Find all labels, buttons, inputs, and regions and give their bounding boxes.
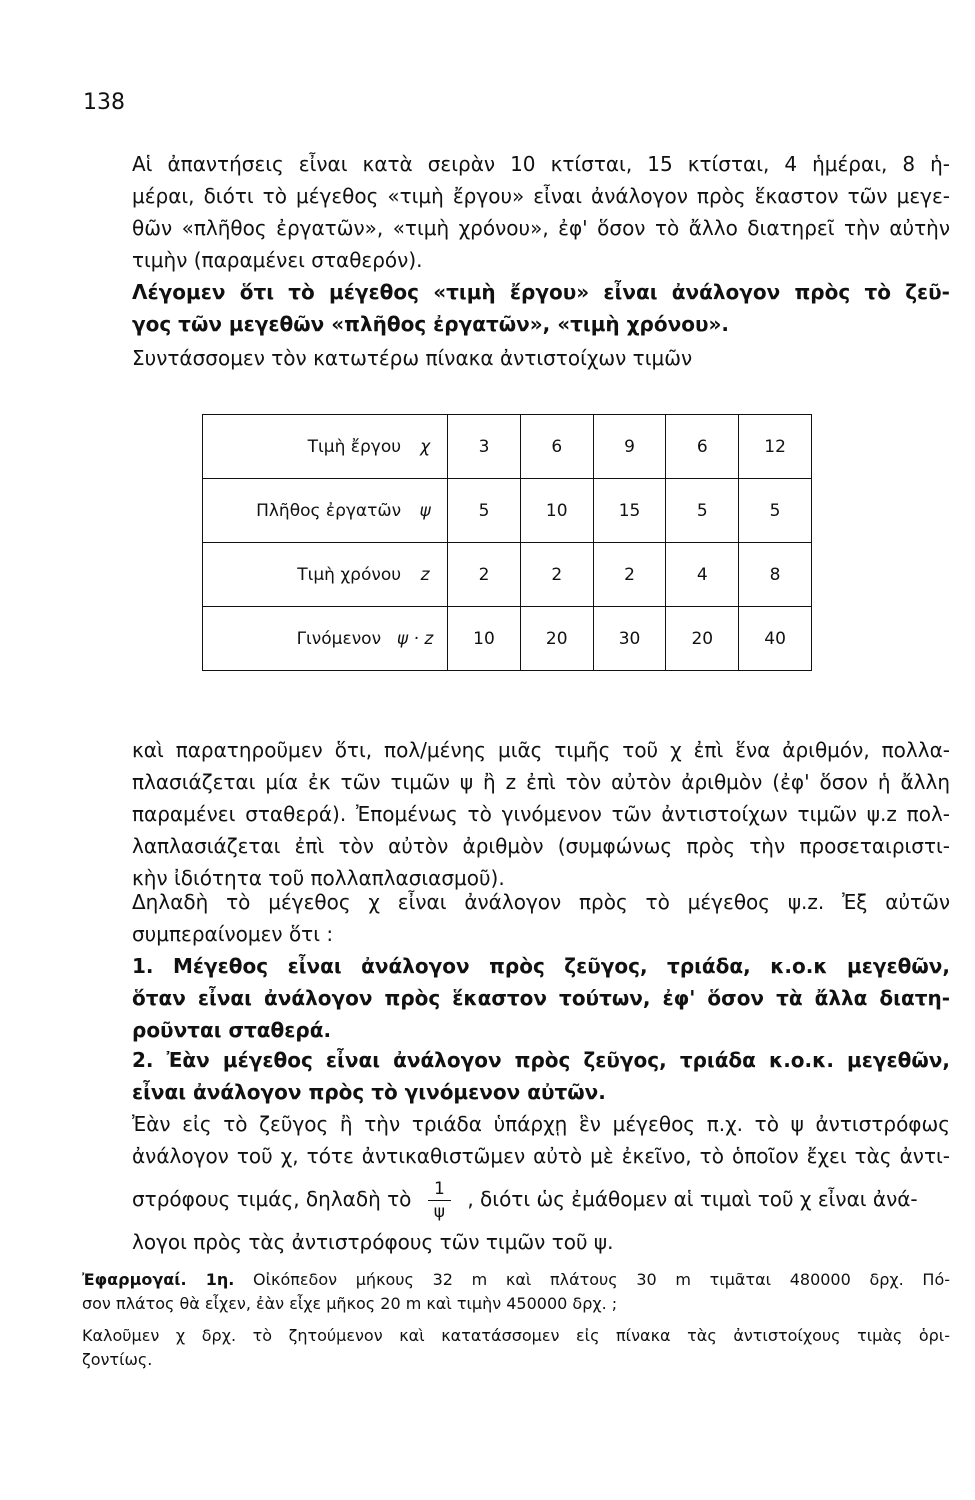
- text-line: λαπλασιάζεται ἐπὶ τὸν αὐτὸν ἀριθμὸν (συμφώνως πρὸς τὴν προσεταιριστι-: [132, 834, 950, 858]
- text-line: μέραι, διότι τὸ μέγεθος «τιμὴ ἔργου» εἶναι ἀνάλογον πρὸς ἕκαστον τῶν μεγε-: [132, 184, 950, 208]
- row-symbol: ψ · z: [396, 628, 434, 649]
- rule-1: [132, 950, 950, 1046]
- text-line: 2. Ἐὰν μέγεθος εἶναι ἀνάλογον πρὸς ζεῦγος, τριάδα κ.ο.κ. μεγεθῶν,: [132, 1048, 950, 1072]
- page-number: 138: [83, 90, 125, 115]
- statement-paragraph: [132, 276, 950, 340]
- fraction-line: [132, 1172, 950, 1226]
- text-line: λογοι πρὸς τὰς ἀντιστρόφους τῶν τιμῶν τοῦ ψ.: [132, 1230, 614, 1254]
- table-cell: 40: [739, 607, 812, 671]
- row-label: Γινόμενον: [296, 628, 382, 649]
- text-line: σον πλάτος θὰ εἶχεν, ἐὰν εἶχε μῆκος 20 m καὶ τιμὴν 450000 δρχ. ;: [82, 1294, 618, 1313]
- intro-paragraph: [132, 148, 950, 276]
- text-span: Οἰκόπεδον μήκους 32 m καὶ πλάτους 30 m τιμᾶται 480000 δρχ. Πό-: [253, 1270, 951, 1289]
- text-line: ζοντίως.: [82, 1350, 153, 1369]
- row-label-cell: [203, 543, 448, 607]
- table-cell: 3: [448, 415, 521, 479]
- table-intro: [132, 342, 950, 374]
- row-symbol: χ: [420, 436, 431, 457]
- row-label-cell: [203, 479, 448, 543]
- text-line: Αἱ ἀπαντήσεις εἶναι κατὰ σειρὰν 10 κτίσται, 15 κτίσται, 4 ἡμέραι, 8 ἡ-: [132, 152, 950, 176]
- table-cell: 4: [666, 543, 739, 607]
- table-cell: 6: [520, 415, 593, 479]
- row-symbol: z: [420, 564, 430, 585]
- text-line: ἀνάλογον τοῦ χ, τότε ἀντικαθιστῶμεν αὐτὸ μὲ ἐκεῖνο, τὸ ὁποῖον ἔχει τὰς ἀντι-: [132, 1144, 950, 1168]
- row-symbol: ψ: [419, 500, 431, 521]
- text-line: Συντάσσομεν τὸν κατωτέρω πίνακα ἀντιστοίχων τιμῶν: [132, 346, 693, 370]
- table-cell: 20: [666, 607, 739, 671]
- text-line: γος τῶν μεγεθῶν «πλῆθος ἐργατῶν», «τιμὴ χρόνου».: [132, 312, 729, 336]
- text-line: κὴν ἰδιότητα τοῦ πολλαπλασιασμοῦ).: [132, 866, 505, 890]
- text-line: 1. Μέγεθος εἶναι ἀνάλογον πρὸς ζεῦγος, τριάδα, κ.ο.κ μεγεθῶν,: [132, 954, 950, 978]
- table-cell: 10: [448, 607, 521, 671]
- table-cell: 8: [739, 543, 812, 607]
- table-cell: 10: [520, 479, 593, 543]
- table-cell: 2: [593, 543, 666, 607]
- applications: [82, 1268, 950, 1372]
- table-cell: 12: [739, 415, 812, 479]
- row-label: Πλῆθος ἐργατῶν: [256, 500, 402, 521]
- table-cell: 5: [666, 479, 739, 543]
- table-cell: 2: [448, 543, 521, 607]
- table-cell: 5: [739, 479, 812, 543]
- rule-2: [132, 1044, 950, 1108]
- row-label: Τιμὴ ἔργου: [307, 436, 402, 457]
- table-row: [203, 415, 812, 479]
- row-label-cell: [203, 607, 448, 671]
- applications-heading: Ἐφαρμογαί. 1η.: [82, 1270, 235, 1289]
- observation-paragraph: [132, 734, 950, 894]
- text-line: [82, 1268, 950, 1292]
- conclusion-paragraph: [132, 886, 950, 950]
- text-line: καὶ παρατηροῦμεν ὅτι, πολ/μένης μιᾶς τιμῆς τοῦ χ ἐπὶ ἕνα ἀριθμόν, πολλα-: [132, 738, 950, 762]
- table-row: [203, 543, 812, 607]
- text-line: ροῦνται σταθερά.: [132, 1018, 332, 1042]
- row-label-cell: [203, 415, 448, 479]
- text-line: Λέγομεν ὅτι τὸ μέγεθος «τιμὴ ἔργου» εἶναι ἀνάλογον πρὸς τὸ ζεῦ-: [132, 280, 950, 304]
- text-line: θῶν «πλῆθος ἐργατῶν», «τιμὴ χρόνου», ἐφ' ὅσον τὸ ἄλλο διατηρεῖ τὴν αὐτὴν: [132, 216, 950, 240]
- text-line: συμπεραίνομεν ὅτι :: [132, 922, 334, 946]
- table-cell: 9: [593, 415, 666, 479]
- table-cell: 2: [520, 543, 593, 607]
- table-row: [203, 607, 812, 671]
- row-label: Τιμὴ χρόνου: [297, 564, 402, 585]
- text-line: Ἐὰν εἰς τὸ ζεῦγος ἢ τὴν τριάδα ὑπάρχῃ ἓν μέγεθος π.χ. τὸ ψ ἀντιστρόφως: [132, 1112, 950, 1136]
- text-line: παραμένει σταθερά). Ἐπομένως τὸ γινόμενον τῶν ἀντιστοίχων τιμῶν ψ.z πολ-: [132, 802, 950, 826]
- values-table: [202, 414, 812, 671]
- table-cell: 20: [520, 607, 593, 671]
- table-row: [203, 479, 812, 543]
- inverse-paragraph: [132, 1108, 950, 1258]
- text-line: εἶναι ἀνάλογον πρὸς τὸ γινόμενον αὐτῶν.: [132, 1080, 606, 1104]
- fraction: [428, 1178, 451, 1223]
- fraction-denominator: ψ: [433, 1202, 445, 1222]
- table-cell: 5: [448, 479, 521, 543]
- text-line: τιμὴν (παραμένει σταθερόν).: [132, 248, 423, 272]
- table-cell: 6: [666, 415, 739, 479]
- text-line: Καλοῦμεν χ δρχ. τὸ ζητούμενον καὶ κατατάσσομεν εἰς πίνακα τὰς ἀντιστοίχους τιμὰς ὁρι-: [82, 1326, 950, 1345]
- text-line: Δηλαδὴ τὸ μέγεθος χ εἶναι ἀνάλογον πρὸς τὸ μέγεθος ψ.z. Ἐξ αὐτῶν: [132, 890, 950, 914]
- fraction-numerator: 1: [428, 1178, 451, 1201]
- text-span: , διότι ὡς ἐμάθομεν αἱ τιμαὶ τοῦ χ εἶναι ἀνά-: [467, 1187, 918, 1211]
- text-span: στρόφους τιμάς, δηλαδὴ τὸ: [132, 1187, 412, 1211]
- table-cell: 30: [593, 607, 666, 671]
- text-line: ὅταν εἶναι ἀνάλογον πρὸς ἕκαστον τούτων, ἐφ' ὅσον τὰ ἄλλα διατη-: [132, 986, 950, 1010]
- table-cell: 15: [593, 479, 666, 543]
- text-line: πλασιάζεται μία ἐκ τῶν τιμῶν ψ ἢ z ἐπὶ τὸν αὐτὸν ἀριθμὸν (ἐφ' ὅσον ἡ ἄλλη: [132, 770, 950, 794]
